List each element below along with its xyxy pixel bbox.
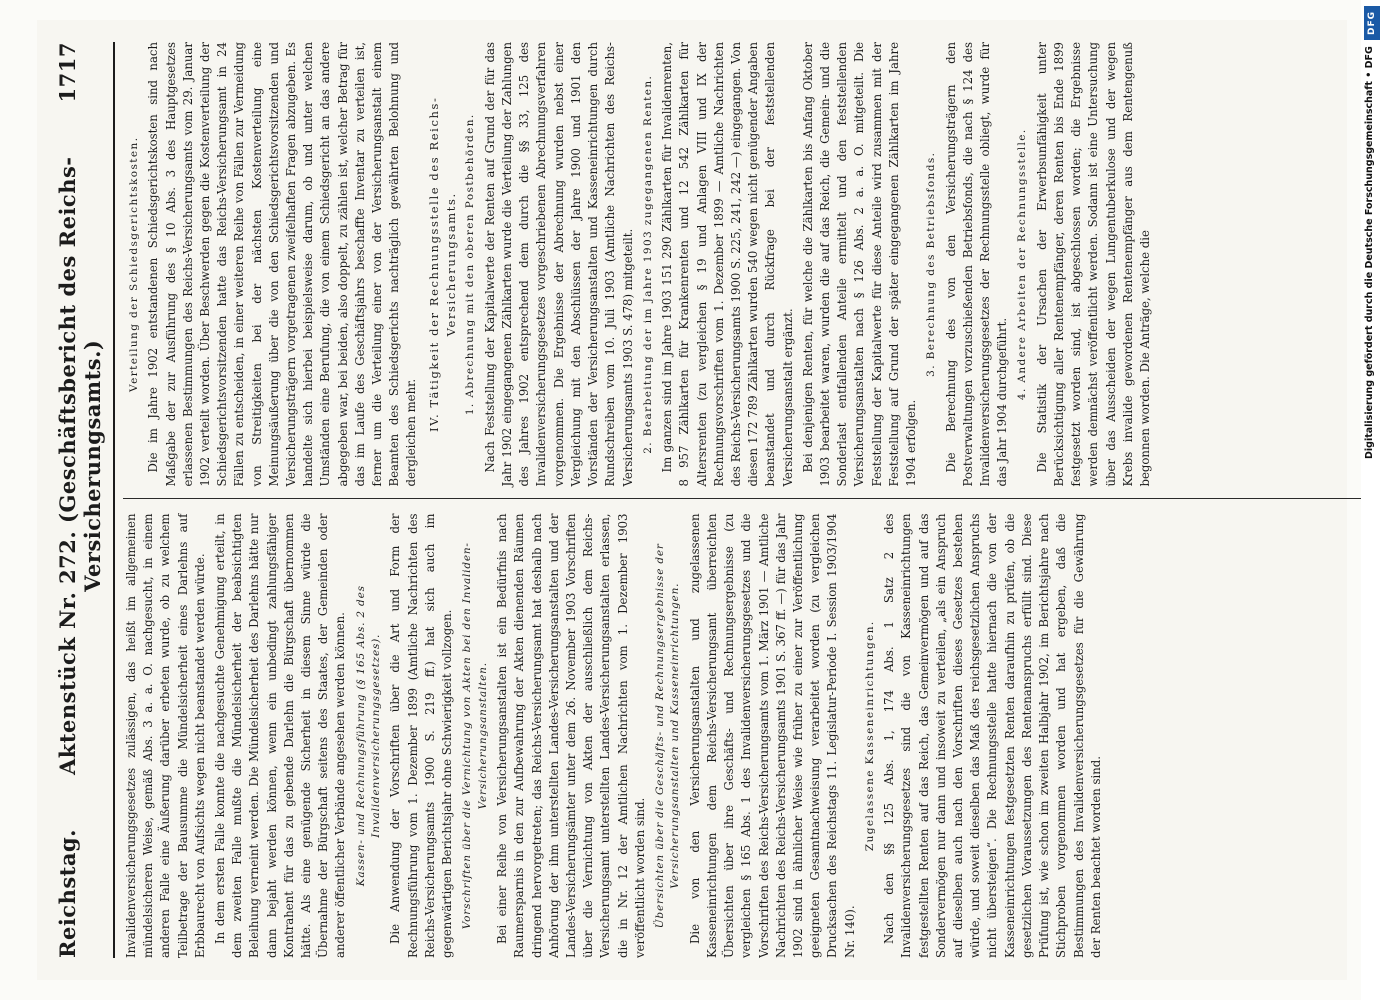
paragraph: Bei einer Reihe von Versicherungsanstalten ist ein Bedürfnis nach Raumersparnis in den zur Aufbewahrung der Akten dienenden Räumen dringend hervorgetreten; das Reichs-Versicherungsamt hat deshalb nach Anhörung der ihm unterstellten Landes-Versicherungsanstalten und der Landes-Versicherungsämter unter dem 26. November 1903 Vorschriften über die Vernichtung von Akten der ausschließlich dem Reichs-Versicherungsamt unterstellten Landes-Versicherungsanstalten erlassen, die in Nr. 12 der Amtlichen Nachrichten vom 1. Dezember 1903 veröffentlicht worden sind. — [494, 513, 647, 958]
paragraph: Die von den Versicherungsanstalten und zugelassenen Kasseneinrichtungen dem Reichs-Versicherungsamt überreichten Übersichten über ihre Geschäfts- und Rechnungsergebnisse (zu vergleichen § 165 Abs. 1 des Invalidenversicherungsgesetzes und die Vorschriften des Reichs-Versicherungsamts vom 1. März 1901 — Amtliche Nachrichten des Reichs-Versicherungsamts 1901 S. 367 ff. —) für das Jahr 1902 sind in ähnlicher Weise wie früher zu einer zur Veröffentlichung geeigneten Gesamtnachweisung verarbeitet worden (zu vergleichen Drucksachen des Reichstags 11. Legislatur-Periode I. Session 1903/1904 Nr. 140). — [687, 513, 857, 958]
section-heading: 3. Berechnung des Betriebsfonds. — [924, 151, 937, 377]
dfg-logo: DFG — [1364, 6, 1380, 40]
scanned-page — [37, 20, 1347, 980]
running-head — [45, 42, 115, 958]
section-heading: Vorschriften über die Vernichtung von Akten bei den Invaliden-Versicherungsanstalten. — [460, 542, 489, 930]
section-heading: 2. Bearbeitung der im Jahre 1903 zugegangenen Renten. — [641, 74, 654, 454]
paragraph: Die Anwendung der Vorschriften über die Art und Form der Rechnungsführung vom 1. Dezember 1899 (Amtliche Nachrichten des Reichs-Versicherungsamts 1900 S. 219 ff.) hat sich auch im gegenwärtigen Berichtsjahr ohne Schwierigkeit vollzogen. — [387, 513, 454, 958]
paragraph: Bei denjenigen Renten, für welche die Zählkarten bis Anfang Oktober 1903 bearbeitet waren, wurden die auf das Reich, die Gemein- und die Sonderlast entfallenden Anteile ermittelt und den feststellenden Versicherungsanstalten nach § 126 Abs. 2 a. a. O. mitgeteilt. Die Feststellung der Kapitalwerte für diese Anteile wird zusammen mit der Feststellung auf Grund der später eingegangenen Zählkarten im Jahre 1904 erfolgen. — [800, 42, 918, 487]
funding-credit-bar — [1361, 0, 1383, 1000]
section-heading: Verteilung der Schiedsgerichtskosten. — [127, 136, 140, 392]
paragraph: Im ganzen sind im Jahre 1903 151 290 Zählkarten für Invalidenrenten, 8 957 Zählkarten für Krankenrenten und 12 542 Zählkarten für Altersrenten (zu vergleichen § 19 und Anlagen VIII und IX der Rechnungsvorschriften vom 1. Dezember 1899 — Amtliche Nachrichten des Reichs-Versicherungsamts 1900 S. 225, 241, 242 —) eingegangen. Von diesen 172 789 Zählkarten wurden 540 wegen nicht genügender Angaben beanstandet und durch Rückfrage bei der feststellenden Versicherungsanstalt ergänzt. — [659, 42, 795, 487]
paragraph: Die Statistik der Ursachen der Erwerbsunfähigkeit unter Berücksichtigung aller Rentenempfänger, deren Renten bis Ende 1899 festgesetzt worden sind, ist abgeschlossen worden; die Ergebnisse werden demnächst veröffentlicht werden. Sodann ist eine Untersuchung über das Ausscheiden der wegen Lungentuberkulose und der wegen Krebs invalide gewordenen Rentenempfänger aus dem Rentengenuß begonnen worden. Die Anträge, welche die — [1034, 42, 1152, 487]
section-heading: Zugelassene Kasseneinrichtungen. — [863, 620, 876, 852]
text-columns — [123, 42, 1363, 958]
section-heading: Übersichten über die Geschäfts- und Rechnungsergebnisse der Versicherungsanstalten und Kasseneinrichtungen. — [653, 543, 681, 929]
paragraph: Die Berechnung des von den Versicherungsträgern den Postverwaltungen vorzuschießenden Betriebsfonds, die nach § 124 des Invalidenversicherungsgesetzes der Rechnungsstelle obliegt, wurde für das Jahr 1904 durchgeführt. — [943, 42, 1009, 487]
chapter-heading: IV. Tätigkeit der Rechnungsstelle des Reichs-Versicherungsamts. — [426, 96, 458, 432]
paragraph: In dem ersten Falle konnte die nachgesuchte Genehmigung erteilt, in dem zweiten Falle mußte die Mündelsicherheit der beabsichtigten Beleihung verneint werden. Die Mündelsicherheit des Darlehns hätte nur dann bejaht werden können, wenn ein unbedingt zahlungsfähiger Kontrahent für das zu gebende Darlehn die Bürgschaft übernommen hätte. Als eine genügende Sicherheit in diesem Sinne würde die Übernahme der Bürgschaft seitens des Staates, der Gemeinden oder anderer öffentlicher Verbände angesehen werden können. — [212, 513, 347, 958]
right-column — [123, 42, 1363, 500]
section-heading: Kassen- und Rechnungsführung (§ 165 Abs. 2 des Invalidenversicherungsgesetzes). — [354, 585, 382, 887]
paragraph: Die im Jahre 1902 entstandenen Schiedsgerichtskosten sind nach Maßgabe der zur Ausführung des § 10 Abs. 3 des Hauptgesetzes erlassenen Bestimmungen des Reichs-Versicherungsamts vom 29. Januar 1902 verteilt worden. Über Beschwerden gegen die Kostenverteilung der Schiedsgerichtsvorsitzenden hatte das Reichs-Versicherungsamt in 24 Fällen zu entscheiden, in einer weiteren Reihe von Fällen zur Vermeidung von Streitigkeiten bei der nächsten Kostenverteilung eine Meinungsäußerung über die von den Schiedsgerichtsvorsitzenden und Versicherungsträgern vorgetragenen zweifelhaften Fragen abzugeben. Es handelte sich hierbei beispielsweise darum, ob und unter welchen Umständen eine Berufung, die von einem Schiedsgericht an das andere abgegeben war, bei beiden, also doppelt, zu zählen ist, welcher Betrag für das im Laufe des Geschäftsjahrs beschaffte Inventar zu verteilen ist, ferner um die Verteilung einer von der Versicherungsanstalt einem Beamten des Schiedsgerichts nachträglich gewährten Belohnung und dergleichen mehr. — [145, 42, 418, 487]
section-heading: 1. Abrechnung mit den oberen Postbehörden. — [463, 113, 476, 416]
left-column — [123, 514, 1363, 959]
funding-credit-text: Digitalisierung gefördert durch die Deutsche Forschungsgemeinschaft • DFG — [1364, 46, 1375, 459]
paragraph: Nach Feststellung der Kapitalwerte der Renten auf Grund der für das Jahr 1902 eingegangenen Zählkarten wurde die Verteilung der Zahlungen des Jahres 1902 entsprechend dem durch die §§ 33, 125 des Invalidenversicherungsgesetzes vorgeschriebenen Abrechnungsverfahren vorgenommen. Die Ergebnisse der Abrechnung wurden nebst einer Vergleichung mit den Abschlüssen der Jahre 1900 und 1901 den Vorständen der Versicherungsanstalten und Kasseneinrichtungen durch Rundschreiben vom 10. Juli 1903 (Amtliche Nachrichten des Reichs-Versicherungsamts 1903 S. 478) mitgeteilt. — [482, 42, 634, 487]
page-number: 1717 — [54, 42, 80, 103]
section-heading: 4. Andere Arbeiten der Rechnungsstelle. — [1015, 128, 1028, 401]
header-left: Reichstag. — [54, 829, 80, 958]
paragraph: Nach den §§ 125 Abs. 1, 174 Abs. 1 Satz 2 des Invalidenversicherungsgesetzes sind die von Kasseneinrichtungen festgestellten Renten auf das Reich, das Gemeinvermögen und auf das Sondervermögen nur dann und insoweit zu verteilen, „als ein Anspruch auf dieselben auch nach den Vorschriften dieses Gesetzes bestehen würde, und soweit dieselben das Maß des reichsgesetzlichen Anspruchs nicht übersteigen“. Die Rechnungsstelle hatte hiernach die von der Kasseneinrichtungen festgesetzten Renten daraufhin zu prüfen, ob die gesetzlichen Voraussetzungen des Rentenanspruchs erfüllt sind. Diese Prüfung ist, wie schon im zweiten Halbjahr 1902, im Berichtsjahre nach Stichproben vorgenommen worden und hat ergeben, daß die Bestimmungen des Invalidenversicherungsgesetzes für die Gewährung der Renten beachtet worden sind. — [881, 513, 1103, 958]
header-title: Aktenstück Nr. 272. (Geschäftsbericht des Reichs-Versicherungsamts.) — [54, 156, 105, 775]
paragraph: Invalidenversicherungsgesetzes zulässigen, das heißt im allgemeinen mündelsicheren Weise, gemäß Abs. 3 a. a. O. nachgesucht, in einem anderen Falle eine Äußerung darüber erbeten wurde, ob zu welchem Teilbetrage der Bausumme die Mündelsicherheit eines Darlehns auf Erbbaurecht von Aufsichts wegen nicht beanstandet werden würde. — [123, 513, 207, 958]
